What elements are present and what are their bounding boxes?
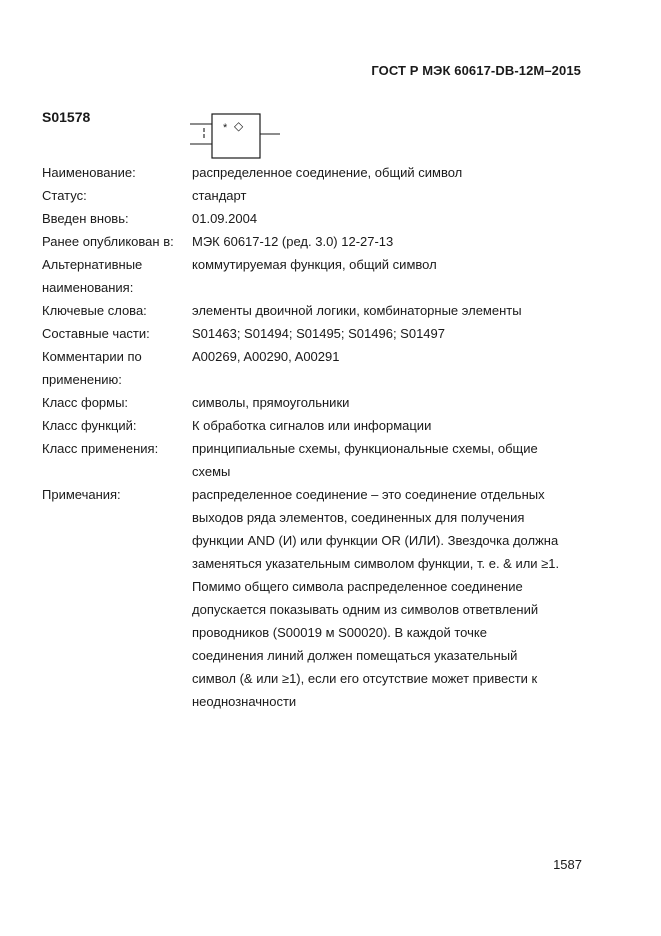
- attribute-value: 01.09.2004: [192, 211, 258, 226]
- attribute-row: [42, 207, 562, 230]
- attribute-value: элементы двоичной логики, комбинаторные элементы: [192, 303, 522, 318]
- attribute-value: стандарт: [192, 188, 247, 203]
- symbol-code: S01578: [42, 109, 91, 125]
- attribute-label: Составные части:: [42, 326, 150, 341]
- attribute-row: [42, 437, 562, 483]
- attribute-label: Класс применения:: [42, 441, 159, 456]
- attribute-value: распределенное соединение, общий символ: [192, 165, 463, 180]
- page-number: 1587: [553, 857, 582, 872]
- attribute-label: Класс формы:: [42, 395, 129, 410]
- attribute-label: Наименование:: [42, 165, 136, 180]
- attribute-value: коммутируемая функция, общий символ: [192, 257, 437, 272]
- attribute-value: МЭК 60617-12 (ред. 3.0) 12-27-13: [192, 234, 394, 249]
- attribute-row: [42, 161, 562, 184]
- symbol-star: *: [223, 122, 228, 134]
- attribute-value: символы, прямоугольники: [192, 395, 350, 410]
- attribute-row: [42, 299, 562, 322]
- document-header: ГОСТ Р МЭК 60617-DB-12M–2015: [371, 63, 581, 78]
- attribute-value: распределенное соединение – это соединение отдельных выходов ряда элементов, соединенных для получения функции AND (И) или функции OR (ИЛИ). Звездочка должна заменяться указательным символом функции, т. е. & или ≥1. Помимо общего символа распределенное соединение допускается показывать одним из символов ответвлений проводников (S00019 м S00020). В каждой точке соединения линий должен помещаться указательный символ (& или ≥1), если его отсутствие может привести к неоднозначности: [192, 487, 560, 709]
- symbol-diamond: ◇: [234, 119, 244, 133]
- attribute-row: [42, 184, 562, 207]
- attribute-value: S01463; S01494; S01495; S01496; S01497: [192, 326, 445, 341]
- attribute-label: Ранее опубликован в:: [42, 234, 174, 249]
- attribute-row: [42, 391, 562, 414]
- attribute-label: Примечания:: [42, 487, 121, 502]
- attribute-row: [42, 345, 562, 391]
- attribute-row: [42, 253, 562, 299]
- attribute-label: Ключевые слова:: [42, 303, 147, 318]
- attribute-row: [42, 483, 562, 713]
- attribute-label: Класс функций:: [42, 418, 137, 433]
- attribute-table: [42, 161, 562, 713]
- attribute-label: Альтернативные наименования:: [42, 257, 143, 295]
- attribute-label: Введен вновь:: [42, 211, 129, 226]
- attribute-label: Комментарии по применению:: [42, 349, 142, 387]
- attribute-value: К обработка сигналов или информации: [192, 418, 432, 433]
- distributed-connection-symbol: [190, 112, 285, 160]
- attribute-value: A00269, A00290, A00291: [192, 349, 340, 364]
- attribute-row: [42, 322, 562, 345]
- attribute-label: Статус:: [42, 188, 87, 203]
- attribute-row: [42, 230, 562, 253]
- attribute-value: принципиальные схемы, функциональные схемы, общие схемы: [192, 441, 538, 479]
- attribute-row: [42, 414, 562, 437]
